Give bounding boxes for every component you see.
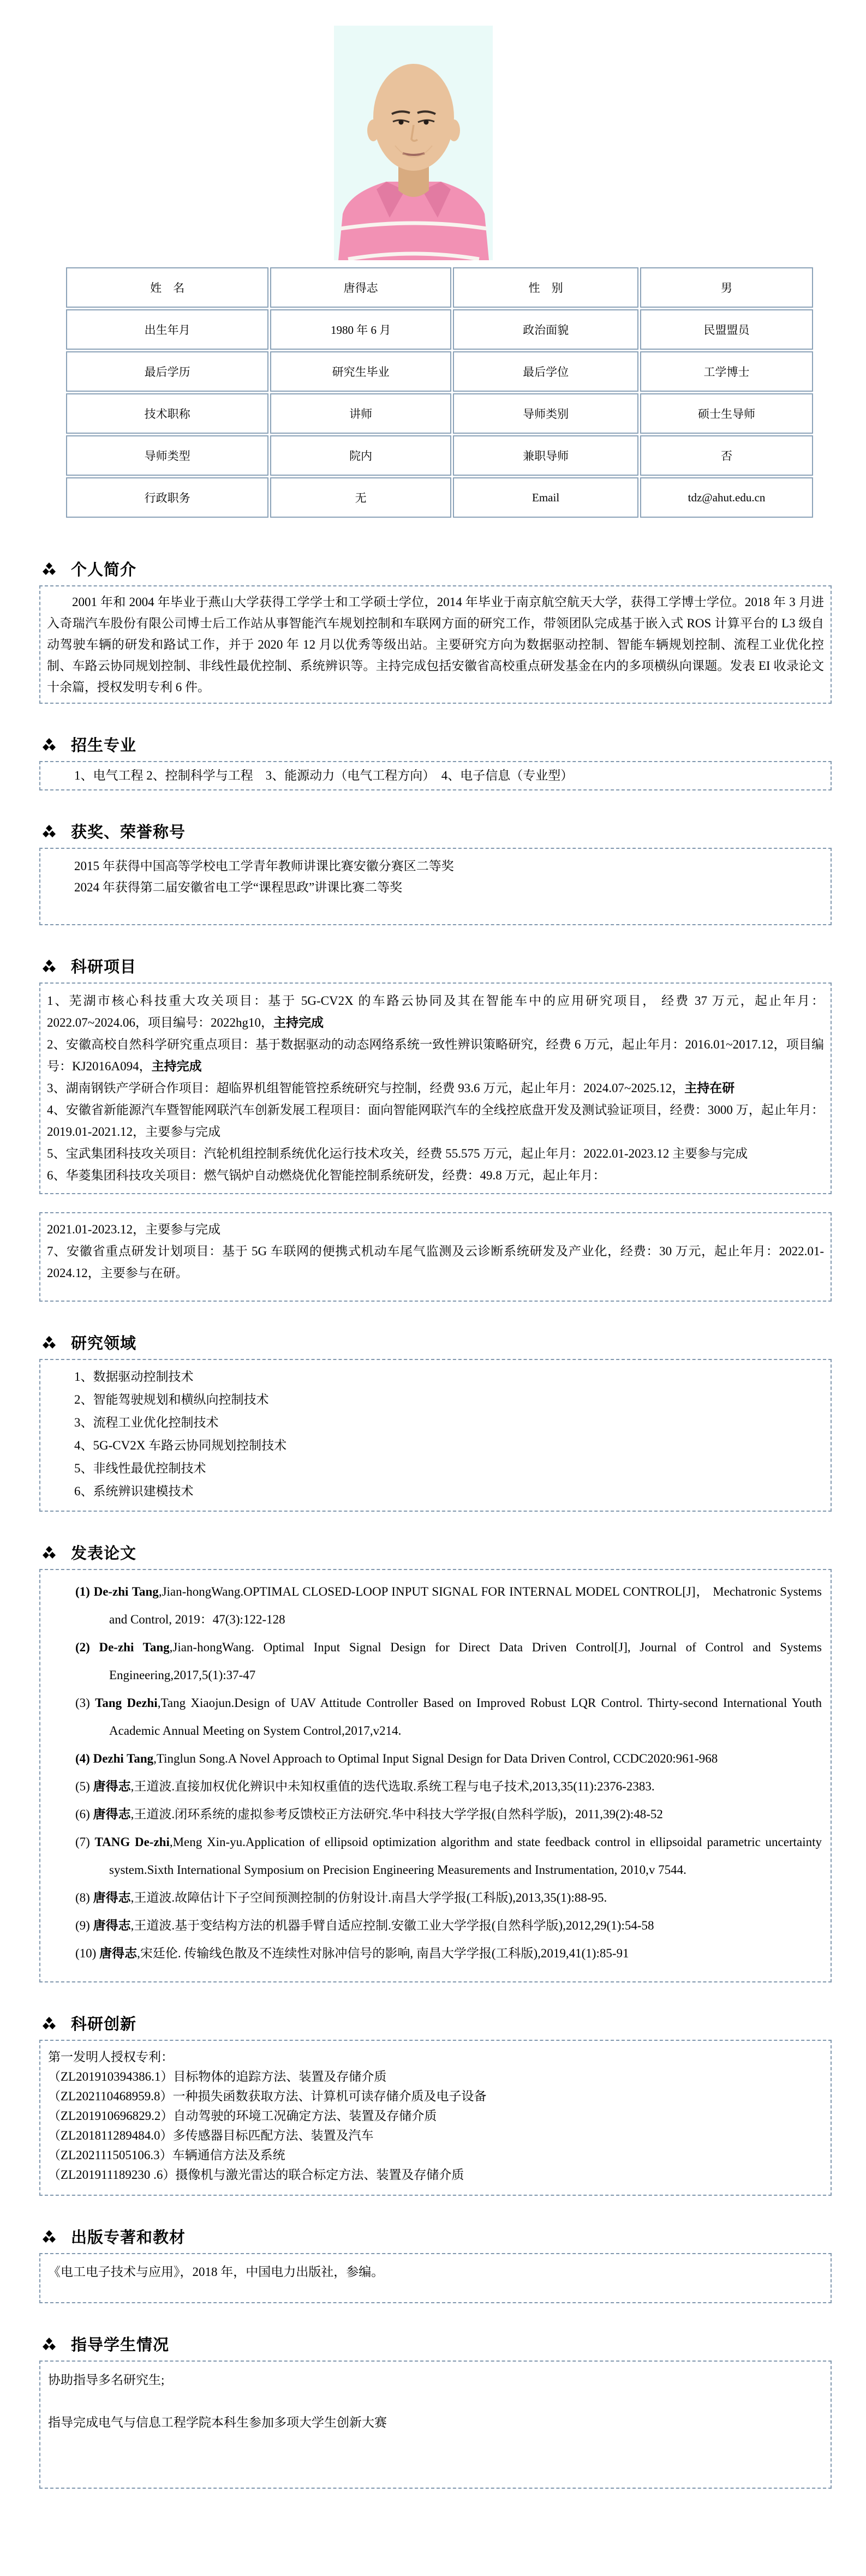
list-item xyxy=(47,1077,824,1099)
pub-number: (4) xyxy=(75,1752,93,1765)
list-item xyxy=(47,1165,824,1187)
list-item xyxy=(47,591,824,698)
section-title: 指导学生情况 xyxy=(71,2337,170,2354)
pub-author: 唐得志 xyxy=(93,1807,131,1821)
publication-item xyxy=(75,1939,822,1967)
info-cell-label: 出生年月 xyxy=(66,309,268,350)
info-cell-label: 性 别 xyxy=(453,267,638,308)
content-box-students xyxy=(39,2361,832,2489)
info-cell-label: 姓 名 xyxy=(66,267,268,308)
list-item xyxy=(48,2146,825,2165)
publication-item xyxy=(75,1745,822,1772)
section-enrollment xyxy=(39,733,832,790)
diamond-cluster-bullet-icon xyxy=(43,562,56,576)
section-innovation xyxy=(39,2012,832,2196)
pub-author: 唐得志 xyxy=(93,1919,131,1932)
section-books xyxy=(39,2225,832,2303)
section-heading xyxy=(43,820,832,842)
list-item xyxy=(74,1480,825,1503)
info-cell-value: tdz@ahut.edu.cn xyxy=(640,477,813,518)
list-item xyxy=(48,2165,825,2185)
text: 2、智能驾驶规划和横纵向控制技术 xyxy=(74,1393,269,1406)
info-table xyxy=(64,266,815,519)
text: 2001 年和 2004 年毕业于燕山大学获得工学学士和工学硕士学位，2014 年毕业于南京航空航天大学，获得工学博士学位。2018 年 3 月进入奇瑞汽车股份有限公司博士后工作站从事智能汽车规划控制和车联网方面的研究工作，带领团队完成基于嵌入式 ROS 计算平台的 L3 级自动驾驶车辆的研发和路试工作，并于 2020 年 12 月以优秀等级出站。主要研究方向为数据驱动控制、智能车辆规划控制、流程工业优化控制、车路云协同规划控制、非线性最优控制、系统辨识等。主持完成包括安徽省高校重点研发基金在内的多项横纵向课题。发表 EI 收录论文十余篇，授权发明专利 6 件。 xyxy=(47,595,824,694)
text: 7、安徽省重点研发计划项目：基于 5G 车联网的便携式机动车尾气监测及云诊断系统研发及产业化，经费：30 万元，起止年月：2022.01-2024.12，主要参与在研。 xyxy=(47,1244,824,1280)
pub-author: Dezhi Tang xyxy=(93,1752,154,1765)
info-cell-value: 院内 xyxy=(270,435,451,476)
diamond-cluster-bullet-icon xyxy=(43,960,56,973)
text: （ZL202110468959.8）一种损失函数获取方法、计算机可读存储介质及电子设备 xyxy=(48,2089,487,2103)
section-title: 个人简介 xyxy=(71,561,137,579)
pub-rest: ,王道波.直接加权优化辨识中未知权重值的迭代选取.系统工程与电子技术,2013,35(11):2376-2383. xyxy=(130,1780,655,1793)
info-cell-value: 无 xyxy=(270,477,451,518)
pub-number: (7) xyxy=(75,1835,95,1849)
text: 4、安徽省新能源汽车暨智能网联汽车创新发展工程项目：面向智能网联汽车的全线控底盘开发及测试验证项目，经费：3000 万，起止年月：2019.01-2021.12，主要参与完成 xyxy=(47,1103,824,1139)
text: （ZL202111505106.3）车辆通信方法及系统 xyxy=(48,2148,285,2162)
info-cell-label: 导师类别 xyxy=(453,393,638,434)
table-row xyxy=(66,309,813,350)
list-item xyxy=(74,1411,825,1434)
table-row xyxy=(66,477,813,518)
list-item xyxy=(48,2047,825,2067)
list-item xyxy=(74,1388,825,1411)
section-heading xyxy=(43,1331,832,1353)
info-cell-value: 讲师 xyxy=(270,393,451,434)
list-item xyxy=(48,2391,825,2412)
list-item xyxy=(47,1219,824,1241)
publication-item xyxy=(75,1828,822,1884)
section-title: 招生专业 xyxy=(71,737,137,754)
list-item xyxy=(47,990,824,1034)
diamond-cluster-bullet-icon xyxy=(43,738,56,751)
section-heading xyxy=(43,2012,832,2034)
pub-rest: ,Tinglun Song.A Novel Approach to Optimal Input Signal Design for Data Driven Control, CCDC2020:961-968 xyxy=(153,1752,718,1765)
pub-number: (6) xyxy=(75,1807,93,1821)
section-heading xyxy=(43,558,832,580)
text: （ZL201911189230 .6）摄像机与激光雷达的联合标定方法、装置及存储介质 xyxy=(48,2168,464,2182)
list-item xyxy=(47,1241,824,1284)
diamond-cluster-bullet-icon xyxy=(43,2230,56,2243)
info-table-body xyxy=(66,267,813,518)
pub-number: (8) xyxy=(75,1891,93,1904)
list-item xyxy=(74,855,825,877)
text: 1、芜湖市核心科技重大攻关项目：基于 5G-CV2X 的车路云协同及其在智能车中的应用研究项目， 经费 37 万元，起止年月：2022.07~2024.06，项目编号：2022hg10， xyxy=(47,994,824,1029)
pub-number: (9) xyxy=(75,1919,93,1932)
section-heading xyxy=(43,955,832,977)
text: 6、系统辨识建模技术 xyxy=(74,1484,194,1498)
pub-author: Tang Dezhi xyxy=(95,1696,158,1710)
text: 2024 年获得第二届安徽省电工学“课程思政”讲课比赛二等奖 xyxy=(74,880,403,894)
section-title: 科研项目 xyxy=(71,958,137,976)
list-item xyxy=(48,2412,825,2433)
info-cell-label: Email xyxy=(453,477,638,518)
list-item xyxy=(47,1034,824,1077)
info-cell-value: 唐得志 xyxy=(270,267,451,308)
section-fields xyxy=(39,1331,832,1512)
info-cell-value: 研究生毕业 xyxy=(270,351,451,392)
text: 协助指导多名研究生; xyxy=(48,2373,165,2387)
info-cell-label: 最后学历 xyxy=(66,351,268,392)
section-papers xyxy=(39,1541,832,1982)
pub-number: (1) xyxy=(75,1585,94,1598)
pub-author: 唐得志 xyxy=(93,1780,131,1793)
diamond-cluster-bullet-icon xyxy=(43,1546,56,1559)
bold-text: 主持完成 xyxy=(151,1059,202,1073)
info-cell-label: 导师类型 xyxy=(66,435,268,476)
content-box-fields xyxy=(39,1359,832,1512)
list-item xyxy=(74,877,825,898)
list-item xyxy=(48,2106,825,2126)
info-cell-value: 工学博士 xyxy=(640,351,813,392)
pub-rest: ,王道波.基于变结构方法的机器手臂自适应控制.安徽工业大学学报(自然科学版),2012,29(1):54-58 xyxy=(130,1919,654,1932)
pub-rest: ,宋廷伦. 传输线色散及不连续性对脉冲信号的影响, 南昌大学学报(工科版),2019,41(1):85-91 xyxy=(137,1946,629,1960)
publication-item xyxy=(75,1633,822,1689)
pub-rest: ,王道波.闭环系统的虚拟参考反馈校正方法研究.华中科技大学学报(自然科学版)，2011,39(2):48-52 xyxy=(130,1807,663,1821)
list-item xyxy=(48,2369,825,2391)
section-title: 科研创新 xyxy=(71,2016,137,2033)
list-item xyxy=(74,1365,825,1388)
info-cell-label: 最后学位 xyxy=(453,351,638,392)
pub-author: 唐得志 xyxy=(93,1891,131,1904)
list-item xyxy=(48,2067,825,2087)
pub-rest: ,Meng Xin-yu.Application of ellipsoid optimization algorithm and state feedback control in ellipsoidal parametric uncertainty system.Sixth International Symposium on Precision Engineering Measurements and Instrumentation, 2010,v 7544. xyxy=(109,1835,822,1877)
table-row xyxy=(66,435,813,476)
list-item xyxy=(74,1457,825,1480)
list-item xyxy=(48,2263,825,2281)
section-heading xyxy=(43,733,832,756)
section-awards xyxy=(39,820,832,925)
table-row xyxy=(66,351,813,392)
pub-number: (10) xyxy=(75,1946,100,1960)
content-box-innovation xyxy=(39,2040,832,2196)
text: 3、湖南钢铁产学研合作项目：超临界机组智能管控系统研究与控制，经费 93.6 万元，起止年月：2024.07~2025.12， xyxy=(47,1081,685,1095)
diamond-cluster-bullet-icon xyxy=(43,825,56,838)
text: （ZL201910394386.1）目标物体的追踪方法、装置及存储介质 xyxy=(48,2070,387,2083)
list-item xyxy=(74,1434,825,1457)
publication-item xyxy=(75,1689,822,1745)
list-item xyxy=(47,1143,824,1165)
content-box-profile xyxy=(39,585,832,704)
info-cell-value: 否 xyxy=(640,435,813,476)
publication-item xyxy=(75,1578,822,1633)
table-row xyxy=(66,267,813,308)
text: 3、流程工业优化控制技术 xyxy=(74,1416,219,1429)
publication-item xyxy=(75,1912,822,1939)
text: 4、5G-CV2X 车路云协同规划控制技术 xyxy=(74,1439,287,1452)
content-box-papers xyxy=(39,1569,832,1982)
section-projects xyxy=(39,955,832,1302)
text: 1、数据驱动控制技术 xyxy=(74,1370,194,1383)
bold-text: 主持完成 xyxy=(273,1016,324,1029)
list-item xyxy=(74,766,825,785)
list-item xyxy=(48,2126,825,2146)
text: 《电工电子技术与应用》，2018 年，中国电力出版社，参编。 xyxy=(48,2265,384,2279)
info-cell-label: 兼职导师 xyxy=(453,435,638,476)
text: 2021.01-2023.12，主要参与完成 xyxy=(47,1223,221,1236)
list-item xyxy=(48,2087,825,2106)
pub-author: 唐得志 xyxy=(99,1946,138,1960)
publication-item xyxy=(75,1772,822,1800)
text: 2015 年获得中国高等学校电工学青年教师讲课比赛安徽分赛区二等奖 xyxy=(74,859,454,873)
content-box-projects xyxy=(39,983,832,1194)
section-students xyxy=(39,2333,832,2489)
section-heading xyxy=(43,2225,832,2248)
list-item xyxy=(47,1099,824,1143)
text: 5、宝武集团科技攻关项目：汽轮机组控制系统优化运行技术攻关，经费 55.575 万元，起止年月：2022.01-2023.12 主要参与完成 xyxy=(47,1147,748,1160)
bold-text: 主持在研 xyxy=(684,1081,735,1095)
publication-item xyxy=(75,1884,822,1912)
text: （ZL201910696829.2）自动驾驶的环境工况确定方法、装置及存储介质 xyxy=(48,2109,437,2123)
diamond-cluster-bullet-icon xyxy=(43,1336,56,1349)
pub-author: De-zhi Tang xyxy=(93,1585,159,1598)
pub-author: De-zhi Tang xyxy=(99,1640,170,1654)
pub-number: (2) xyxy=(75,1640,99,1654)
publication-item xyxy=(75,1800,822,1828)
content-box-books xyxy=(39,2253,832,2303)
section-profile xyxy=(39,558,832,704)
info-cell-label: 行政职务 xyxy=(66,477,268,518)
text: 6、华菱集团科技攻关项目：燃气锅炉自动燃烧优化智能控制系统研发，经费：49.8 万元，起止年月： xyxy=(47,1169,606,1182)
section-heading xyxy=(43,2333,832,2355)
content-box-enrollment xyxy=(39,761,832,790)
content-box-projects xyxy=(39,1212,832,1302)
info-cell-value: 男 xyxy=(640,267,813,308)
portrait-photo-icon xyxy=(334,26,493,260)
section-title: 发表论文 xyxy=(71,1545,137,1562)
pub-rest: ,王道波.故障估计下子空间预测控制的仿射设计.南昌大学学报(工科版),2013,35(1):88-95. xyxy=(130,1891,607,1904)
content-box-awards xyxy=(39,848,832,925)
info-cell-value: 民盟盟员 xyxy=(640,309,813,350)
sections xyxy=(39,558,832,2489)
text: 2、安徽高校自然科学研究重点项目：基于数据驱动的动态网络系统一致性辨识策略研究，经费 6 万元，起止年月：2016.01~2017.12，项目编号：KJ2016A094， xyxy=(47,1038,824,1073)
info-cell-value: 1980 年 6 月 xyxy=(270,309,451,350)
text: 指导完成电气与信息工程学院本科生参加多项大学生创新大赛 xyxy=(48,2416,387,2429)
text: 1、电气工程 2、控制科学与工程 3、能源动力（电气工程方向） 4、电子信息（专业型） xyxy=(74,769,574,782)
pub-number: (3) xyxy=(75,1696,95,1710)
info-cell-label: 技术职称 xyxy=(66,393,268,434)
pub-number: (5) xyxy=(75,1780,93,1793)
section-heading xyxy=(43,1541,832,1563)
section-title: 获奖、荣誉称号 xyxy=(71,824,186,841)
info-cell-label: 政治面貌 xyxy=(453,309,638,350)
info-cell-value: 硕士生导师 xyxy=(640,393,813,434)
table-row xyxy=(66,393,813,434)
pub-author: TANG De-zhi xyxy=(94,1835,170,1849)
section-title: 研究领域 xyxy=(71,1335,137,1352)
diamond-cluster-bullet-icon xyxy=(43,2017,56,2030)
pub-rest: ,Jian-hongWang.OPTIMAL CLOSED-LOOP INPUT SIGNAL FOR INTERNAL MODEL CONTROL[J]， Mechatronic Systems and Control, 2019：47(3):122-128 xyxy=(109,1585,822,1626)
text: 第一发明人授权专利： xyxy=(48,2050,174,2064)
diamond-cluster-bullet-icon xyxy=(43,2338,56,2351)
profile-photo xyxy=(334,26,493,260)
text: 5、非线性最优控制技术 xyxy=(74,1461,206,1475)
pub-rest: ,Jian-hongWang. Optimal Input Signal Design for Direct Data Driven Control[J], Journal of Control and Systems Engineering,2017,5(1):37-47 xyxy=(109,1640,822,1682)
pub-rest: ,Tang Xiaojun.Design of UAV Attitude Controller Based on Improved Robust LQR Control. Thirty-second International Youth Academic Annual Meeting on System Control,2017,v214. xyxy=(109,1696,822,1738)
section-title: 出版专著和教材 xyxy=(71,2229,186,2246)
text: （ZL201811289484.0）多传感器目标匹配方法、装置及汽车 xyxy=(48,2129,374,2142)
